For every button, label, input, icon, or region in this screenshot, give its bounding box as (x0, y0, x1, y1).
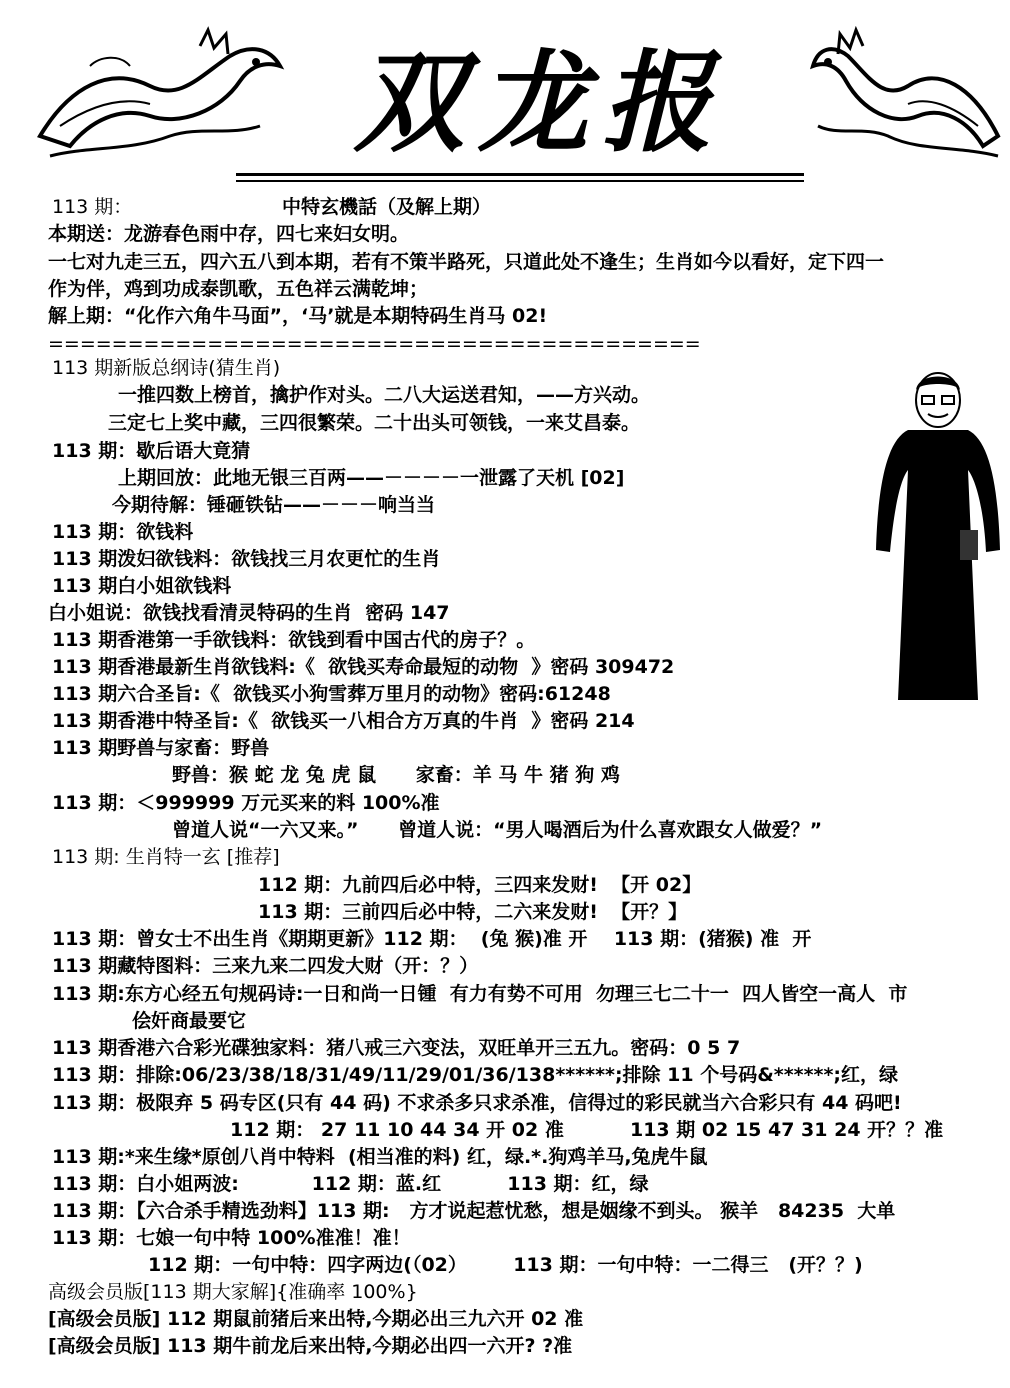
text-line-l30: 113 期:东方心经五句规码诗:一日和尚一日锺 有力有势不可用 勿理三七二十一 四人皆空一高人 市 (52, 983, 908, 1005)
text-line-l28: 113 期：曾女士不出生肖《期期更新》112 期： (兔 猴)准 开 113 期：(猪猴) 准 开 (52, 928, 812, 950)
standing-man-illustration (868, 360, 1008, 705)
text-line-l32: 113 期香港六合彩光碟独家料：猪八戒三六变法，双旺单开三五九。密码：0 5 7 (52, 1037, 741, 1059)
text-line-l41: 高级会员版[113 期大家解]{准确率 100%} (48, 1281, 418, 1303)
text-line-l43: [高级会员版] 113 期牛前龙后来出特,今期必出四一六开? ?准 (48, 1335, 573, 1357)
text-line-l07: 113 期新版总纲诗(猜生肖) (52, 357, 281, 379)
text-line-l23: 113 期：＜999999 万元买来的料 100%准 (52, 792, 440, 814)
text-line-l14: 113 期泼妇欲钱料：欲钱找三月农更忙的生肖 (52, 548, 441, 570)
text-line-l34: 113 期：极限弃 5 码专区(只有 44 码) 不求杀多只求杀准，信得过的彩民就当六合彩只有 44 码吧! (52, 1092, 902, 1114)
text-line-l36: 113 期:*来生缘*原创八肖中特料 (相当准的料) 红，绿.*.狗鸡羊马,兔虎牛鼠 (52, 1146, 708, 1168)
text-line-l04: 作为伴，鸡到功成泰凯歌，五色祥云满乾坤； (48, 278, 429, 300)
text-line-l01b: 中特玄機話（及解上期） (282, 196, 492, 218)
text-line-l03: 一七对九走三五，四六五八到本期，若有不策半路死，只道此处不逢生；生肖如今以看好，定下四一 (48, 251, 885, 273)
text-line-l18: 113 期香港最新生肖欲钱料:《 欲钱买寿命最短的动物 》密码 309472 (52, 656, 675, 678)
text-line-l12: 今期待解：锤砸铁钻——－－－响当当 (112, 494, 436, 516)
text-line-l40: 112 期：一句中特：四字两边(（02） 113 期：一句中特：一二得三 (开？？) (148, 1254, 863, 1276)
text-line-l10: 113 期：歇后语大竟猜 (52, 440, 251, 462)
text-line-l24: 曾道人说“一六又来。” 曾道人说：“男人喝酒后为什么喜欢跟女人做爱？” (172, 819, 823, 841)
text-line-l17: 113 期香港第一手欲钱料：欲钱到看中国古代的房子？。 (52, 629, 536, 651)
title-underline (236, 173, 804, 176)
text-line-l06: ========================================= (48, 333, 701, 355)
text-line-l31: 侩奸商最要它 (132, 1010, 247, 1032)
text-line-l22: 野兽：猴 蛇 龙 兔 虎 鼠 家畜：羊 马 牛 猪 狗 鸡 (172, 764, 620, 786)
text-line-l27: 113 期：三前四后必中特，二六来发财! 【开？】 (258, 901, 688, 923)
text-line-l05: 解上期：“化作六角牛马面”，‘马’就是本期特码生肖马 02! (48, 305, 548, 327)
text-line-l33: 113 期：排除:06/23/38/18/31/49/11/29/01/36/138******;排除 11 个号码&******;红，绿 (52, 1064, 899, 1086)
text-line-l26: 112 期：九前四后必中特，三四来发财! 【开 02】 (258, 874, 702, 896)
title-underline-thin (236, 180, 804, 182)
text-line-l20: 113 期香港中特圣旨:《 欲钱买一八相合方万真的牛肖 》密码 214 (52, 710, 635, 732)
dragon-left-icon (30, 26, 290, 166)
text-line-l25: 113 期: 生肖特一玄 [推荐] (52, 846, 280, 868)
text-line-l21: 113 期野兽与家畜：野兽 (52, 737, 270, 759)
masthead-title: 双龙报 (354, 38, 726, 167)
text-line-l38: 113 期：【六合杀手精选劲料】113 期: 方才说起惹忧愁，想是姻缘不到头。 猴羊 84235 大单 (52, 1200, 896, 1222)
text-line-l08: 一推四数上榜首，擒护作对头。二八大运送君知，——方兴动。 (118, 384, 651, 406)
text-line-l02: 本期送：龙游春色雨中存，四七来妇女明。 (48, 223, 410, 245)
text-line-l15: 113 期白小姐欲钱料 (52, 575, 232, 597)
text-line-l42: [高级会员版] 112 期鼠前猪后来出特,今期必出三九六开 02 准 (48, 1308, 584, 1330)
text-line-l35: 112 期： 27 11 10 44 34 开 02 准 113 期 02 15 47 31 24 开？？准 (230, 1119, 944, 1141)
text-line-l39: 113 期：七娘一句中特 100%准准！准！ (52, 1227, 411, 1249)
text-line-l11: 上期回放：此地无银三百两——－－－－一泄露了天机 [02] (118, 467, 625, 489)
text-line-l19: 113 期六合圣旨:《 欲钱买小狗雪葬万里月的动物》密码:61248 (52, 683, 611, 705)
text-line-l01: 113 期： (52, 196, 133, 218)
dragon-right-icon (808, 26, 1008, 166)
masthead (0, 0, 1010, 200)
text-line-l13: 113 期：欲钱料 (52, 521, 194, 543)
text-line-l16: 白小姐说：欲钱找看清灵特码的生肖 密码 147 (48, 602, 450, 624)
text-line-l37: 113 期：白小姐两波: 112 期：蓝.红 113 期：红，绿 (52, 1173, 649, 1195)
text-line-l09: 三定七上奖中藏，三四很繁荣。二十出头可领钱，一来艾昌泰。 (108, 412, 641, 434)
text-line-l29: 113 期藏特图料：三来九来二四发大财（开：？） (52, 955, 479, 977)
